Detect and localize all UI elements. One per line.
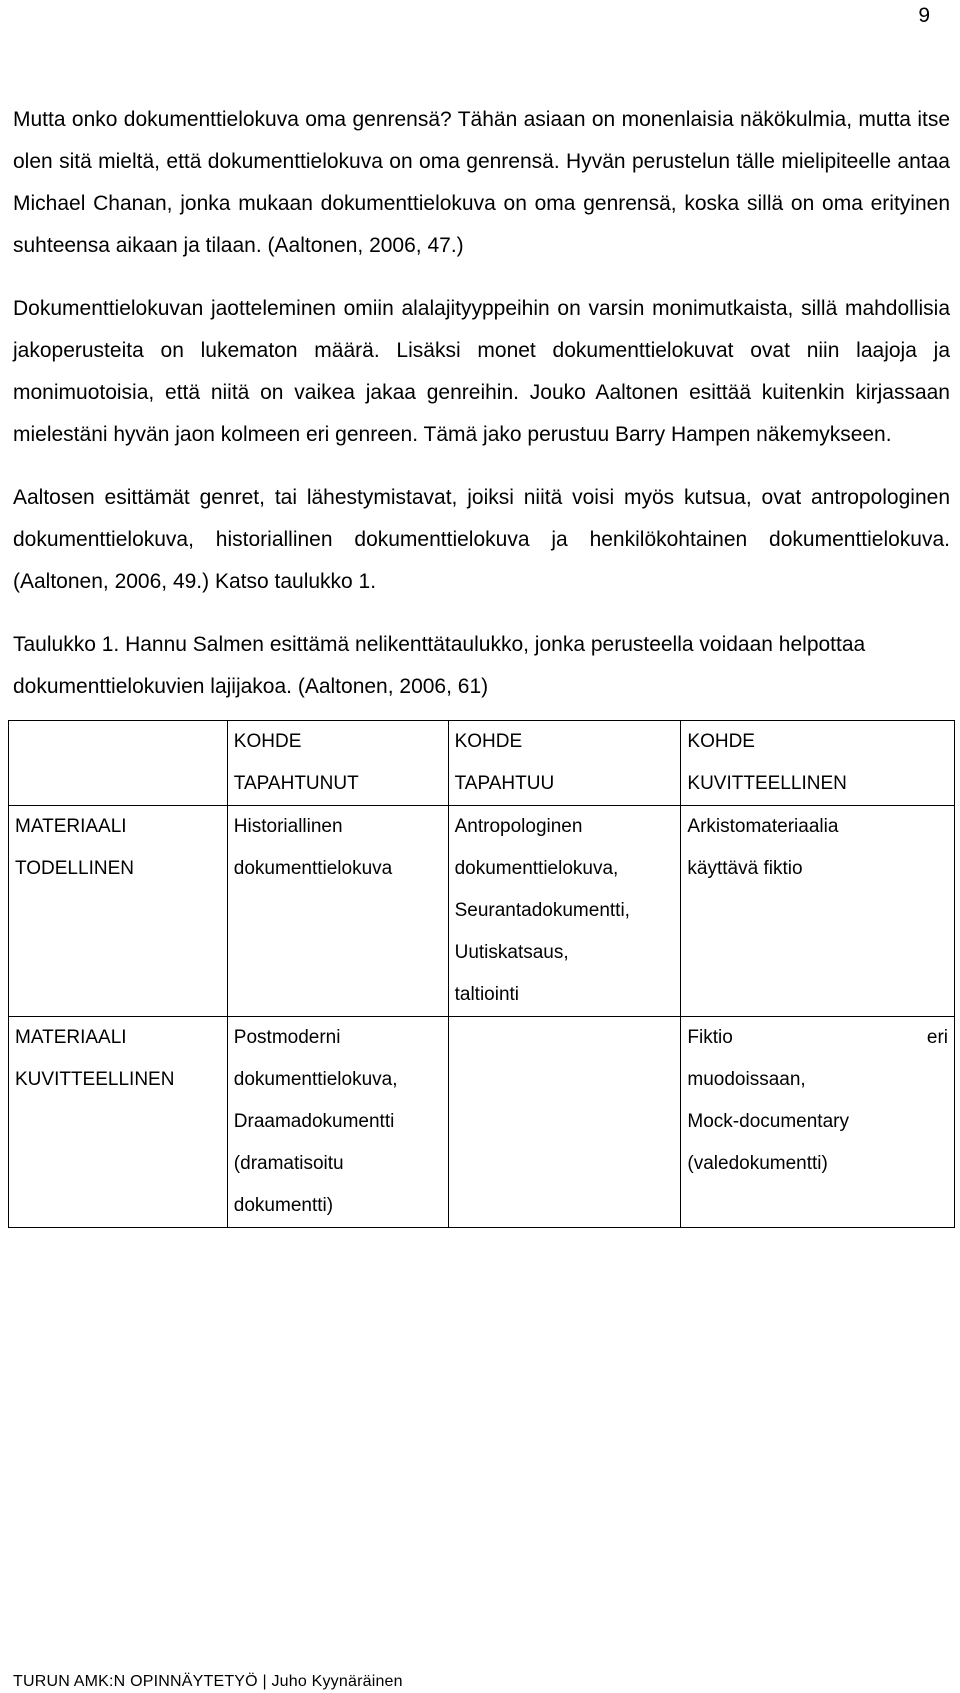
cell-line: Antropologinen — [454, 816, 583, 837]
cell-line: Historiallinen — [233, 816, 343, 837]
row-header-materiaali-kuvitteellinen — [9, 1017, 228, 1228]
cell-line: (dramatisoitu — [233, 1153, 344, 1174]
cell-line: KUVITTEELLINEN — [687, 773, 847, 794]
cell-line: Draamadokumentti — [233, 1111, 395, 1132]
cell-line: (valedokumentti) — [687, 1153, 828, 1174]
paragraph-aaltonen-genres: Aaltosen esittämät genret, tai lähestymistavat, joiksi niitä voisi myös kutsua, ovat antropologinen dokumenttielokuva, historiallinen dokumenttielokuva ja henkilökohtainen dokumenttielokuva. (Aaltonen, 2006, 49.) Katso taulukko 1. — [13, 486, 950, 593]
page-number: 9 — [918, 4, 930, 27]
cell-line: käyttävä fiktio — [687, 858, 803, 879]
cell-line: taltiointi — [454, 984, 520, 1005]
cell-line: KOHDE — [687, 731, 755, 752]
cell-line: Seurantadokumentti, — [454, 900, 630, 921]
cell-line: KOHDE — [454, 731, 523, 752]
header-cell-kohde-tapahtunut — [227, 721, 448, 806]
cell-line: MATERIAALI — [15, 816, 127, 837]
genre-table — [8, 720, 955, 1228]
cell-line: Fiktio eri — [687, 1027, 948, 1048]
table-row-materiaali-todellinen — [9, 806, 955, 1017]
table-row-materiaali-kuvitteellinen — [9, 1017, 955, 1228]
cell-line: dokumenttielokuva, — [233, 1069, 398, 1090]
paragraph-genre-question: Mutta onko dokumenttielokuva oma genrensä? Tähän asiaan on monenlaisia näkökulmia, mutta itse olen sitä mieltä, että dokumenttielokuva on oma genrensä. Hyvän perustelun tälle mielipiteelle antaa Michael Chanan, jonka mukaan dokumenttielokuva on oma genrensä, koska sillä on oma erityinen suhteensa aikaan ja tilaan. (Aaltonen, 2006, 47.) — [13, 108, 950, 257]
cell-line: TODELLINEN — [15, 858, 134, 879]
paragraph-subgenres: Dokumenttielokuvan jaotteleminen omiin alalajityyppeihin on varsin monimutkaista, sillä mahdollisia jakoperusteita on lukematon määrä. Lisäksi monet dokumenttielokuvat ovat niin laajoja ja monimuotoisia, että niitä on vaikea jakaa genreihin. Jouko Aaltonen esittää kuitenkin kirjassaan mielestäni hyvän jaon kolmeen eri genreen. Tämä jako perustuu Barry Hampen näkemykseen. — [13, 297, 950, 446]
cell-historiallinen — [227, 806, 448, 1017]
table-header-row — [9, 721, 955, 806]
cell-antropologinen — [448, 806, 681, 1017]
cell-postmoderni — [227, 1017, 448, 1228]
cell-fiktio — [681, 1017, 955, 1228]
cell-line: Postmoderni — [233, 1027, 341, 1048]
document-body — [13, 99, 950, 1228]
cell-line: TAPAHTUU — [454, 773, 555, 794]
row-header-materiaali-todellinen — [9, 806, 228, 1017]
cell-empty — [448, 1017, 681, 1228]
table-caption: Taulukko 1. Hannu Salmen esittämä nelikenttätaulukko, jonka perusteella voidaan helpottaa dokumenttielokuvien lajijakoa. (Aaltonen, 2006, 61) — [13, 633, 866, 698]
cell-arkistomateriaalia — [681, 806, 955, 1017]
cell-line: Arkistomateriaalia — [687, 816, 839, 837]
table-corner-cell — [9, 721, 228, 806]
page-footer: TURUN AMK:N OPINNÄYTETYÖ | Juho Kyynäräinen — [13, 1673, 403, 1690]
cell-line: dokumenttielokuva, — [454, 858, 619, 879]
cell-line: Mock-documentary — [687, 1111, 849, 1132]
header-cell-kohde-kuvitteellinen — [681, 721, 955, 806]
cell-line: muodoissaan, — [687, 1069, 806, 1090]
cell-line: dokumentti) — [233, 1195, 334, 1216]
cell-line: KUVITTEELLINEN — [15, 1069, 175, 1090]
header-cell-kohde-tapahtuu — [448, 721, 681, 806]
cell-line: KOHDE — [233, 731, 302, 752]
cell-line: TAPAHTUNUT — [233, 773, 359, 794]
cell-line: dokumenttielokuva — [233, 858, 393, 879]
cell-line: MATERIAALI — [15, 1027, 127, 1048]
cell-line: Uutiskatsaus, — [454, 942, 569, 963]
